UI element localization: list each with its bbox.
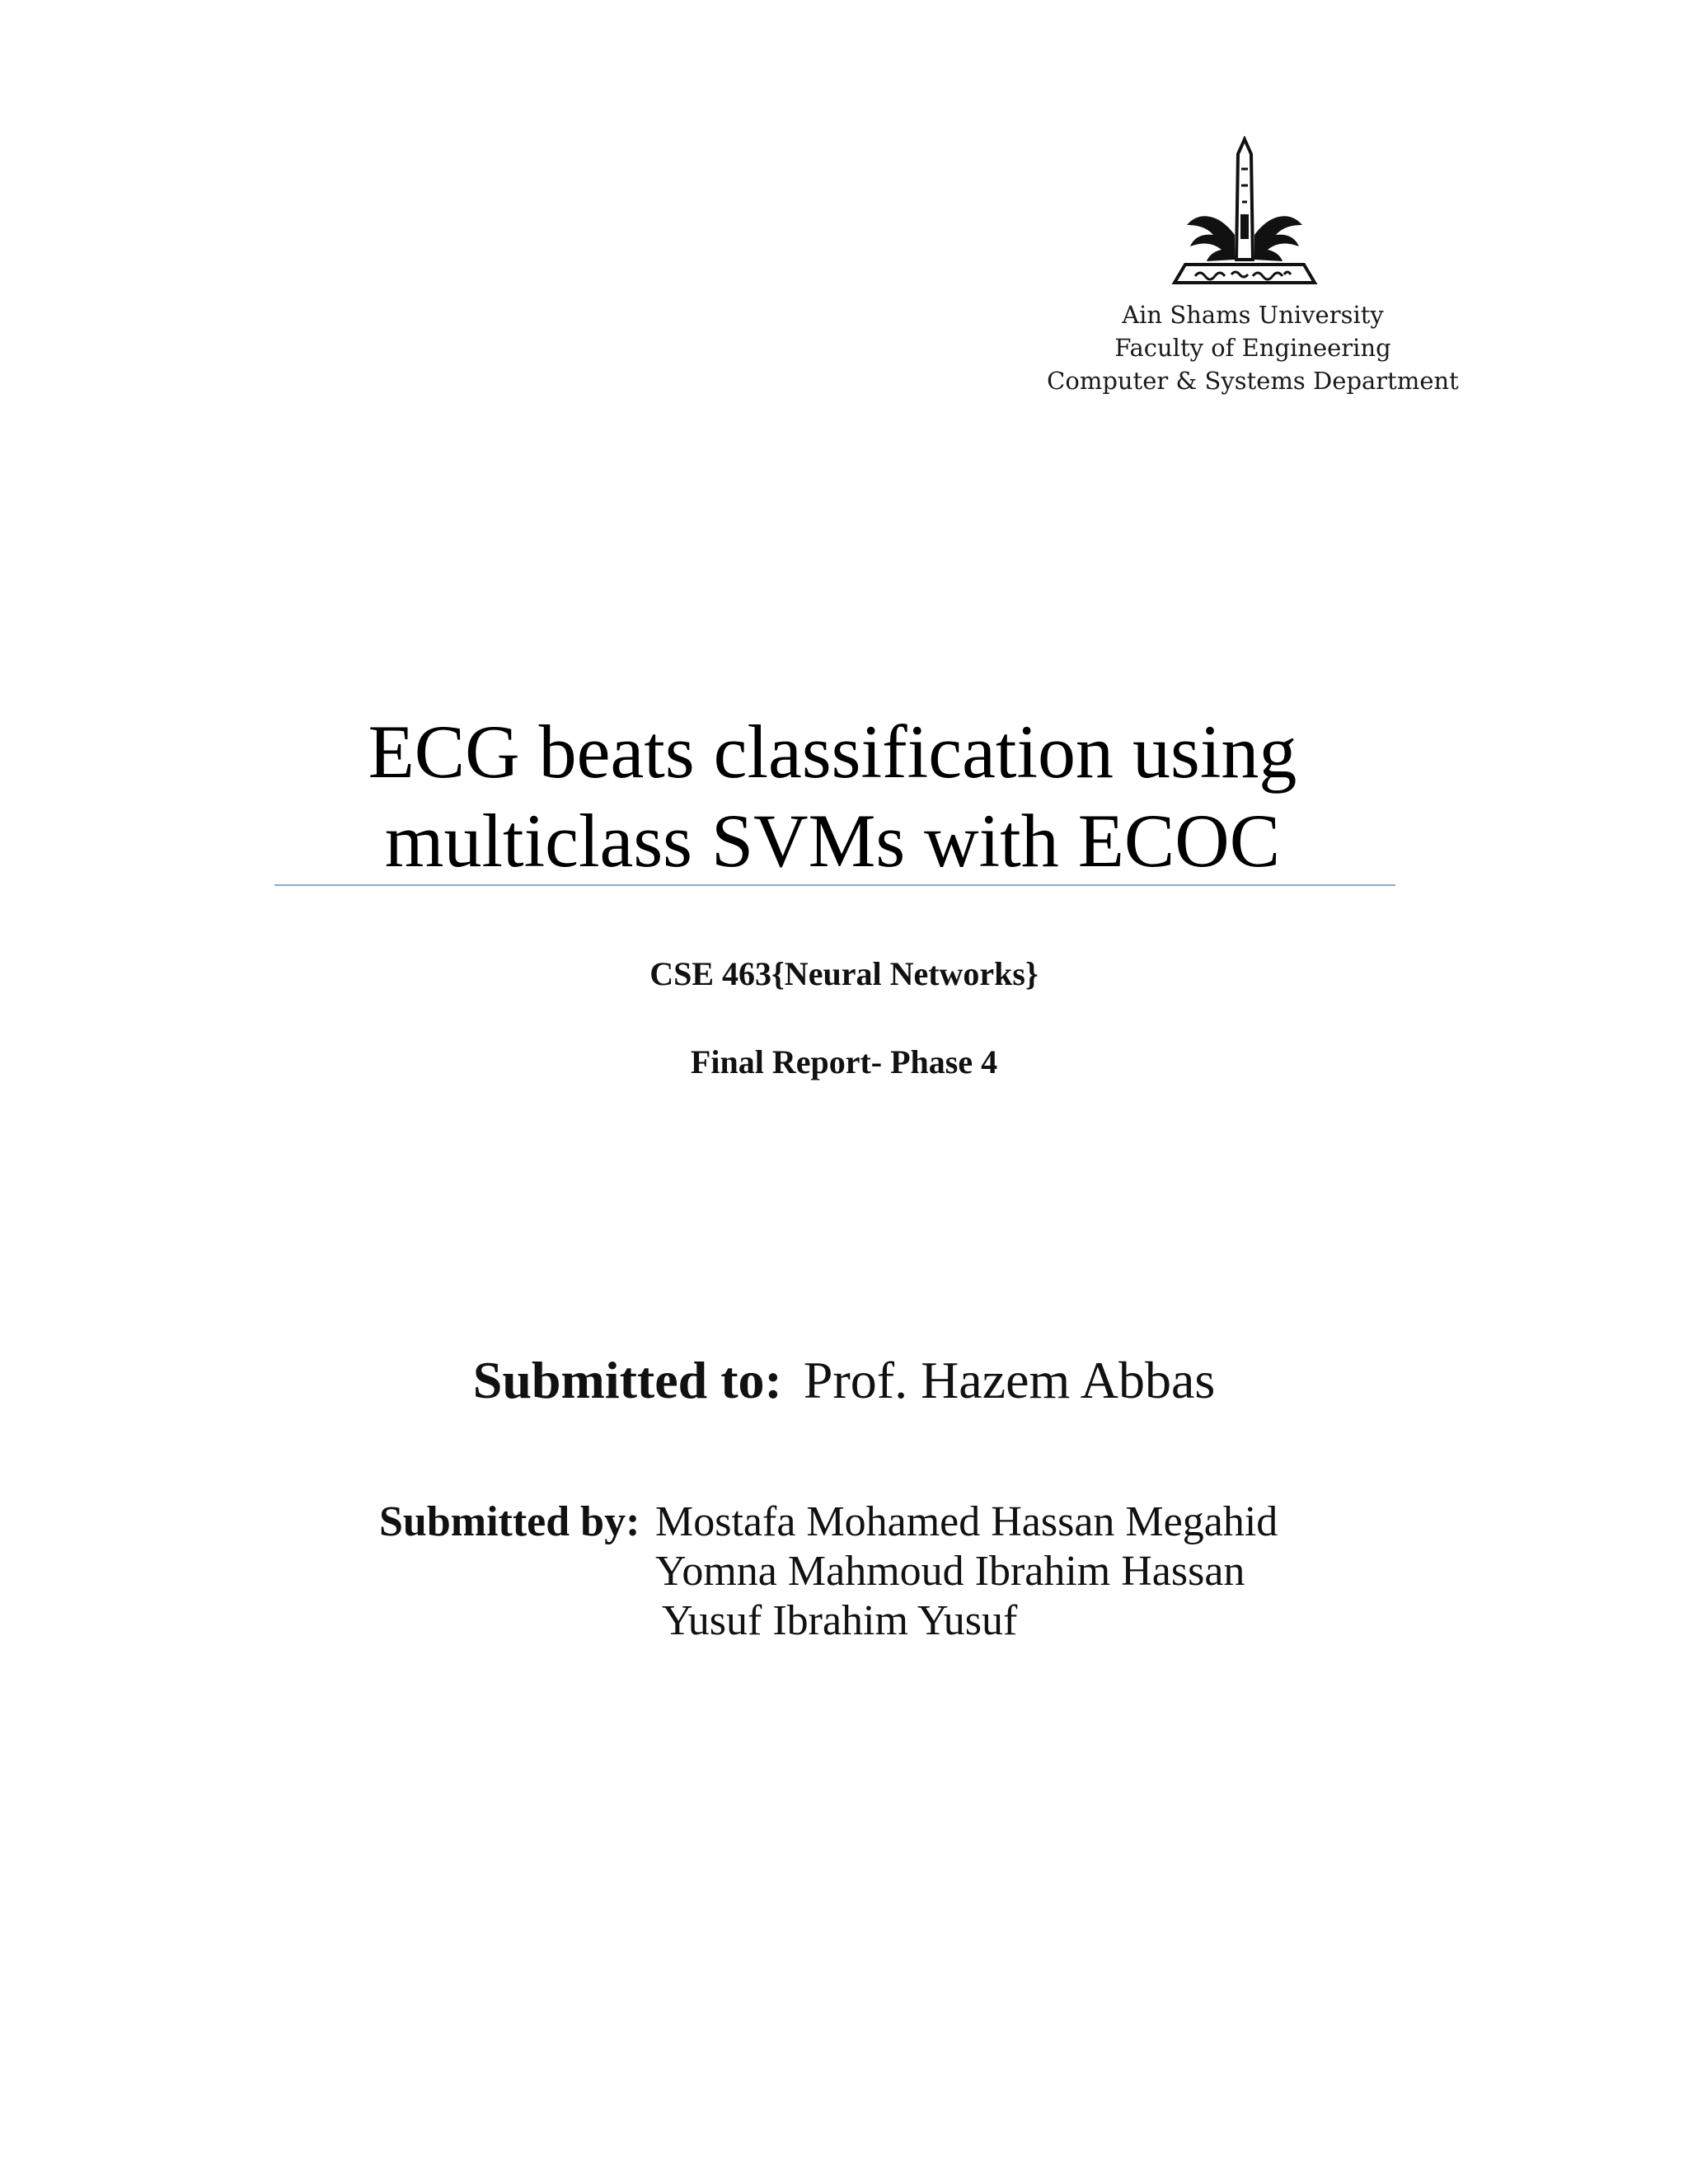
author-name: Mostafa Mohamed Hassan Megahid — [655, 1498, 1278, 1545]
title-line-1: ECG beats classification using — [368, 710, 1297, 794]
author-list — [655, 1497, 1278, 1646]
report-title — [272, 707, 1393, 885]
submitted-to-label: Submitted to: — [472, 1351, 782, 1409]
report-phase: Final Report- Phase 4 — [690, 1043, 998, 1080]
author-name: Yomna Mahmoud Ibrahim Hassan — [655, 1548, 1245, 1595]
submitted-to-line — [0, 1347, 1688, 1413]
supervisor-name: Prof. Hazem Abbas — [803, 1351, 1216, 1409]
author-name: Yusuf Ibrahim Yusuf — [662, 1597, 1018, 1644]
title-underline — [274, 884, 1395, 886]
affiliation-block — [964, 298, 1541, 397]
faculty-name: Faculty of Engineering — [1114, 334, 1391, 362]
title-line-2: multiclass SVMs with ECOC — [384, 799, 1281, 883]
university-name: Ain Shams University — [1122, 301, 1384, 329]
department-name: Computer & Systems Department — [1047, 367, 1459, 395]
course-name: CSE 463{Neural Networks} — [649, 955, 1039, 992]
submitted-by-label: Submitted by: — [379, 1498, 640, 1545]
university-logo — [1162, 136, 1327, 293]
